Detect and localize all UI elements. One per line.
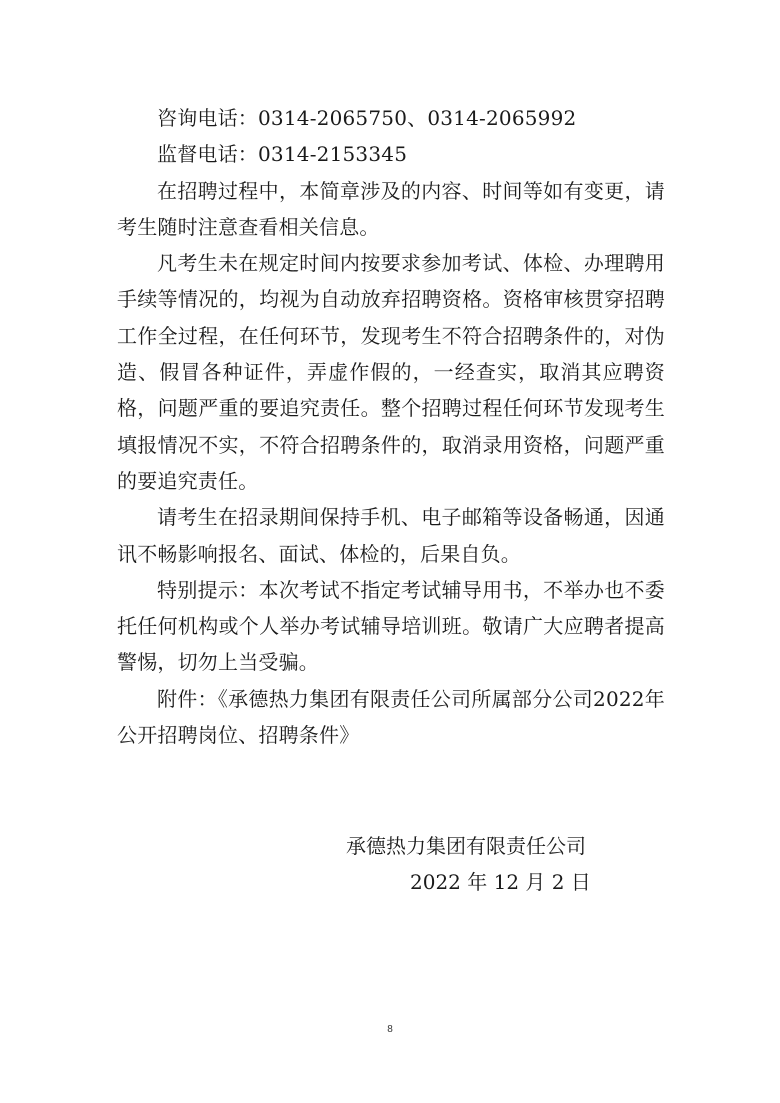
- signature-date: 2022 年 12 月 2 日: [410, 870, 591, 894]
- page-number: 8: [387, 1024, 393, 1035]
- contact-reminder-paragraph: 请考生在招录期间保持手机、电子邮箱等设备畅通，因通讯不畅影响报名、面试、体检的，后果自负。: [117, 505, 665, 566]
- special-notice-paragraph: 特别提示：本次考试不指定考试辅导用书，不举办也不委托任何机构或个人举办考试辅导培训班。敬请广大应聘者提高警惕，切勿上当受骗。: [117, 577, 665, 675]
- disqualification-paragraph: 凡考生未在规定时间内按要求参加考试、体检、办理聘用手续等情况的，均视为自动放弃招聘资格。资格审核贯穿招聘工作全过程，在任何环节，发现考生不符合招聘条件的，对伪造、假冒各种证件，弄虚作假的，一经查实，取消其应聘资格，问题严重的要追究责任。整个招聘过程任何环节发现考生填报情况不实，不符合招聘条件的，取消录用资格，问题严重的要追究责任。: [117, 251, 665, 493]
- signature-organization: 承德热力集团有限责任公司: [346, 834, 586, 858]
- change-notice-paragraph: 在招聘过程中，本简章涉及的内容、时间等如有变更，请考生随时注意查看相关信息。: [117, 178, 665, 239]
- body-text: [117, 100, 665, 753]
- attachment-paragraph: 附件：《承德热力集团有限责任公司所属部分公司2022年公开招聘岗位、招聘条件》: [117, 686, 665, 748]
- consult-phone-paragraph: 咨询电话：0314-2065750、0314-2065992: [157, 106, 577, 130]
- supervision-phone-paragraph: 监督电话：0314-2153345: [157, 142, 408, 167]
